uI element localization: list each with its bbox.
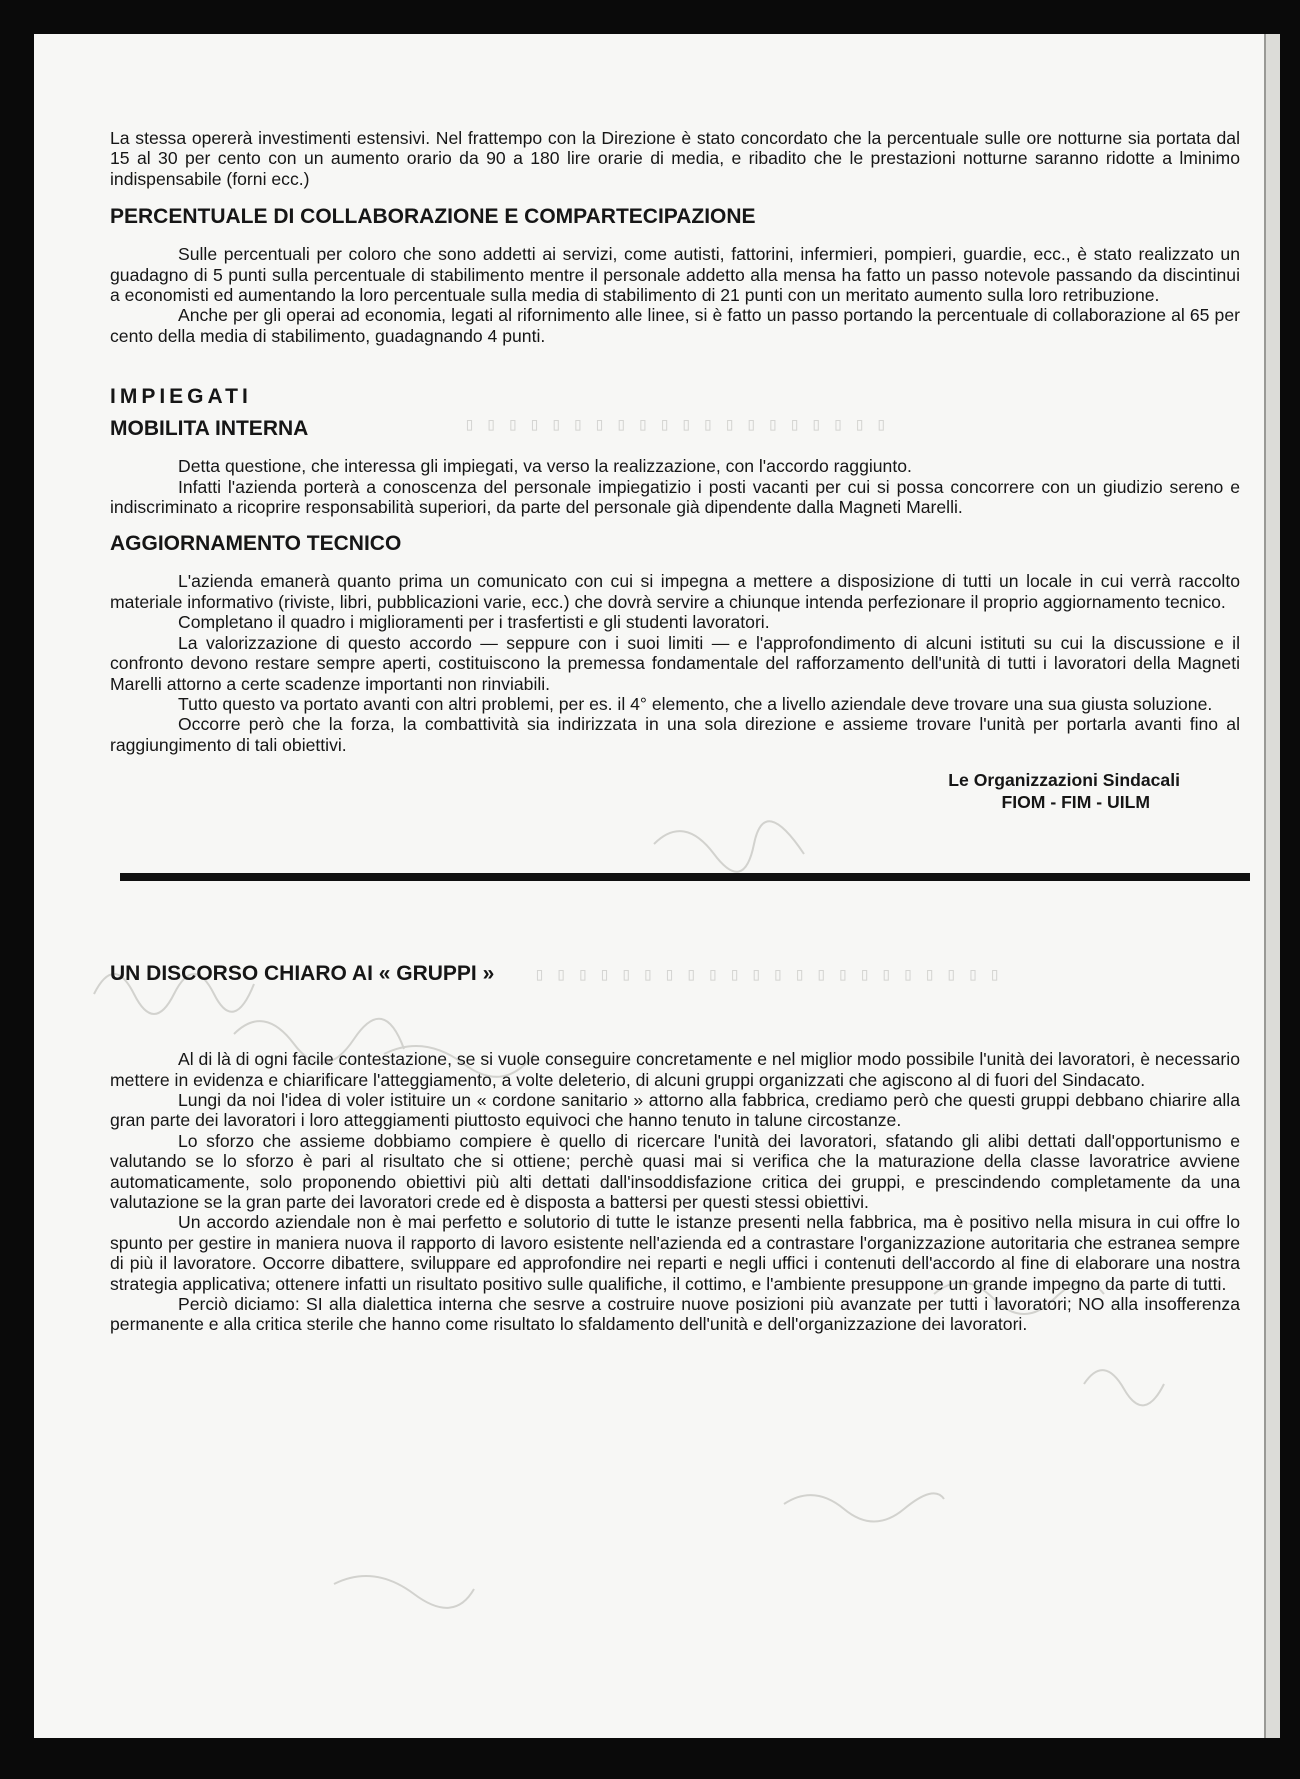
document-content: [110, 128, 1240, 1335]
section-divider: [120, 873, 1250, 881]
heading-impiegati: IMPIEGATI: [110, 385, 252, 409]
paragraph: L'azienda emanerà quanto prima un comunicato con cui si impegna a mettere a disposizione di tutti un locale in cui verrà raccolto materiale informativo (riviste, libri, pubblicazioni varie, ecc.) che dovrà servire a chiunque intenda perfezionare il proprio aggiornamento tecnico.: [110, 571, 1240, 612]
bleed-through-text: ▯ ▯ ▯ ▯ ▯ ▯ ▯ ▯ ▯ ▯ ▯ ▯ ▯ ▯ ▯ ▯ ▯ ▯ ▯ ▯: [464, 414, 887, 435]
page-edge: [1264, 34, 1280, 1738]
paragraph: Lungi da noi l'idea di voler istituire un « cordone sanitario » attorno alla fabbrica, crediamo però che questi gruppi debbano chiarire alla gran parte dei lavoratori i loro atteggiamenti piuttosto equivoci che hanno tenuto in talune circostanze.: [110, 1089, 1240, 1131]
document-page: [34, 34, 1280, 1738]
signature-block: [110, 769, 1240, 813]
paragraph: Detta questione, che interessa gli impiegati, va verso la realizzazione, con l'accordo raggiunto.: [178, 456, 912, 477]
signature-organizations: Le Organizzazioni Sindacali: [948, 770, 1180, 791]
paragraph: Tutto questo va portato avanti con altri problemi, per es. il 4° elemento, che a livello aziendale deve trovare una sua giusta soluzione.: [178, 693, 1213, 714]
heading-aggiornamento-tecnico: AGGIORNAMENTO TECNICO: [110, 532, 402, 556]
paragraph: Infatti l'azienda porterà a conoscenza del personale impiegatizio i posti vacanti per cui si possa concorrere con un giudizio sereno e indiscriminato a ricoprire responsabilità superiori, da parte del personale già dipendente dalla Magneti Marelli.: [110, 476, 1240, 518]
bleed-through-text: ▯ ▯ ▯ ▯ ▯ ▯ ▯ ▯ ▯ ▯ ▯ ▯ ▯ ▯ ▯ ▯ ▯ ▯ ▯ ▯ ▯ ▯: [534, 964, 1000, 985]
signature-unions: FIOM - FIM - UILM: [1001, 792, 1150, 813]
paragraph: Sulle percentuali per coloro che sono addetti ai servizi, come autisti, fattorini, infermieri, pompieri, guardie, ecc., è stato realizzato un guadagno di 5 punti sulla percentuale di stabilimento mentre il personale addetto alla mensa ha fatto un passo notevole passando da discintinui a economisti ed aumentando la loro percentuale sulla media di stabilimento di 21 punti con un meritato aumento sulla loro retribuzione.: [110, 244, 1240, 306]
paragraph: La valorizzazione di questo accordo — seppure con i suoi limiti — e l'approfondimento di alcuni istituti su cui la discussione e il confronto devono restare sempre aperti, costituiscono la premessa fondamentale del rafforzamento dell'unità di tutti i lavoratori della Magneti Marelli attorno a certe scadenze importanti non rinviabili.: [110, 632, 1240, 694]
paragraph: Anche per gli operai ad economia, legati al rifornimento alle linee, si è fatto un passo portando la percentuale di collaborazione al 65 per cento della media di stabilimento, guadagnando 4 punti.: [110, 305, 1240, 346]
heading-collaborazione: PERCENTUALE DI COLLABORAZIONE E COMPARTECIPAZIONE: [110, 205, 756, 229]
paragraph: Completano il quadro i miglioramenti per i trasfertisti e gli studenti lavoratori.: [178, 612, 770, 633]
intro-paragraph: La stessa opererà investimenti estensivi. Nel frattempo con la Direzione è stato concordato che la percentuale sulle ore notturne sia portata dal 15 al 30 per cento con un aumento orario da 90 a 180 lire orarie di media, e ribadito che le prestazioni notturne saranno ridotte a lminimo indispensabile (forni ecc.): [110, 128, 1240, 189]
heading-discorso-chiaro: UN DISCORSO CHIARO AI « GRUPPI »: [110, 962, 495, 986]
paragraph: Perciò diciamo: SI alla dialettica interna che sesrve a costruire nuove posizioni più avanzate per tutti i lavoratori; NO alla insofferenza permanente e alla critica sterile che hanno come risultato lo sfaldamento dell'unità e dell'organizzazione dei lavoratori.: [110, 1294, 1240, 1335]
heading-mobilita-interna: MOBILITA INTERNA: [110, 417, 309, 441]
paragraph: Al di là di ogni facile contestazione, se si vuole conseguire concretamente e nel miglior modo possibile l'unità dei lavoratori, è necessario mettere in evidenza e chiarificare l'atteggiamento, a volte deleterio, di alcuni gruppi organizzati che agiscono al di fuori del Sindacato.: [110, 1049, 1240, 1090]
paragraph: Lo sforzo che assieme dobbiamo compiere è quello di ricercare l'unità dei lavoratori, sfatando gli alibi dettati dall'opportunismo e valutando se lo sforzo è pari al risultato che si ottiene; perchè quasi mai si verifica che la maturazione della classe lavoratrice avviene automaticamente, solo proponendo obiettivi più alti dettati dall'insoddisfazione critica dei gruppi, e prescindendo completamente da una valutazione se la gran parte dei lavoratori crede ed è disposta a battersi per questi stessi obiettivi.: [110, 1130, 1240, 1212]
paragraph: Un accordo aziendale non è mai perfetto e solutorio di tutte le istanze presenti nella fabbrica, ma è positivo nella misura in cui offre lo spunto per gestire in maniera nuova il rapporto di lavoro esistente nell'azienda ed a contrastare l'organizzazione autoritaria che estranea sempre di più il lavoratore. Occorre dibattere, sviluppare ed approfondire nei reparti e negli uffici i contenuti dell'accordo al fine di elaborare una nostra strategia applicativa; ottenere infatti un risultato positivo sulle qualifiche, il cottimo, e l'ambiente presuppone un grande impegno da parte di tutti.: [110, 1212, 1240, 1294]
paragraph: Occorre però che la forza, la combattività sia indirizzata in una sola direzione e assieme trovare l'unità per portarla avanti fino al raggiungimento di tali obiettivi.: [110, 714, 1240, 755]
